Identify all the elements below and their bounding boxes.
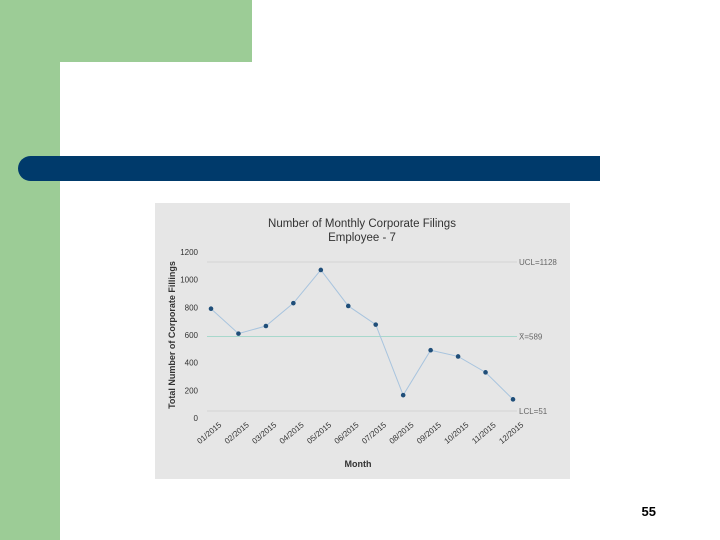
data-point xyxy=(428,348,433,353)
y-tick-label: 400 xyxy=(184,358,198,368)
chart-svg xyxy=(155,203,570,479)
data-point xyxy=(209,306,214,311)
x-tick-label: 08/2015 xyxy=(387,420,416,446)
data-point xyxy=(346,304,351,309)
x-tick-label: 12/2015 xyxy=(497,420,526,446)
data-point xyxy=(456,354,461,359)
x-tick-label: 09/2015 xyxy=(415,420,443,446)
reference-line-label: X̄=589 xyxy=(519,332,543,342)
reference-line-label: UCL=1128 xyxy=(519,257,557,267)
data-point xyxy=(401,393,406,398)
x-tick-label: 11/2015 xyxy=(470,420,498,446)
green-left-strip xyxy=(0,0,60,540)
x-axis-label: Month xyxy=(344,459,372,469)
x-tick-label: 01/2015 xyxy=(195,420,224,446)
series-line xyxy=(211,270,513,399)
chart-title: Number of Monthly Corporate Filings xyxy=(268,218,456,230)
chart-subtitle: Employee - 7 xyxy=(328,232,396,244)
x-tick-label: 07/2015 xyxy=(360,420,389,446)
data-point xyxy=(373,322,378,327)
y-tick-label: 0 xyxy=(193,414,198,423)
page-number: 55 xyxy=(641,504,656,519)
y-axis-label: Total Number of Corporate Fillings xyxy=(167,261,177,409)
y-tick-label: 1200 xyxy=(180,248,198,257)
y-tick-label: 1000 xyxy=(180,275,198,285)
data-point xyxy=(511,397,516,402)
y-tick-label: 600 xyxy=(184,331,198,340)
x-tick-label: 05/2015 xyxy=(305,420,334,446)
data-point xyxy=(291,301,296,306)
data-point xyxy=(264,324,269,329)
y-tick-label: 200 xyxy=(184,386,198,396)
data-point xyxy=(236,331,241,336)
x-tick-label: 03/2015 xyxy=(250,420,279,446)
control-chart xyxy=(155,203,570,479)
reference-line-label: LCL=51 xyxy=(519,406,548,416)
title-bar xyxy=(18,156,600,181)
data-point xyxy=(319,268,324,273)
x-tick-label: 10/2015 xyxy=(442,420,471,446)
data-point xyxy=(483,370,488,375)
y-tick-label: 800 xyxy=(184,303,198,313)
x-tick-label: 02/2015 xyxy=(222,420,251,446)
x-tick-label: 04/2015 xyxy=(277,420,306,446)
x-tick-label: 06/2015 xyxy=(332,420,361,446)
